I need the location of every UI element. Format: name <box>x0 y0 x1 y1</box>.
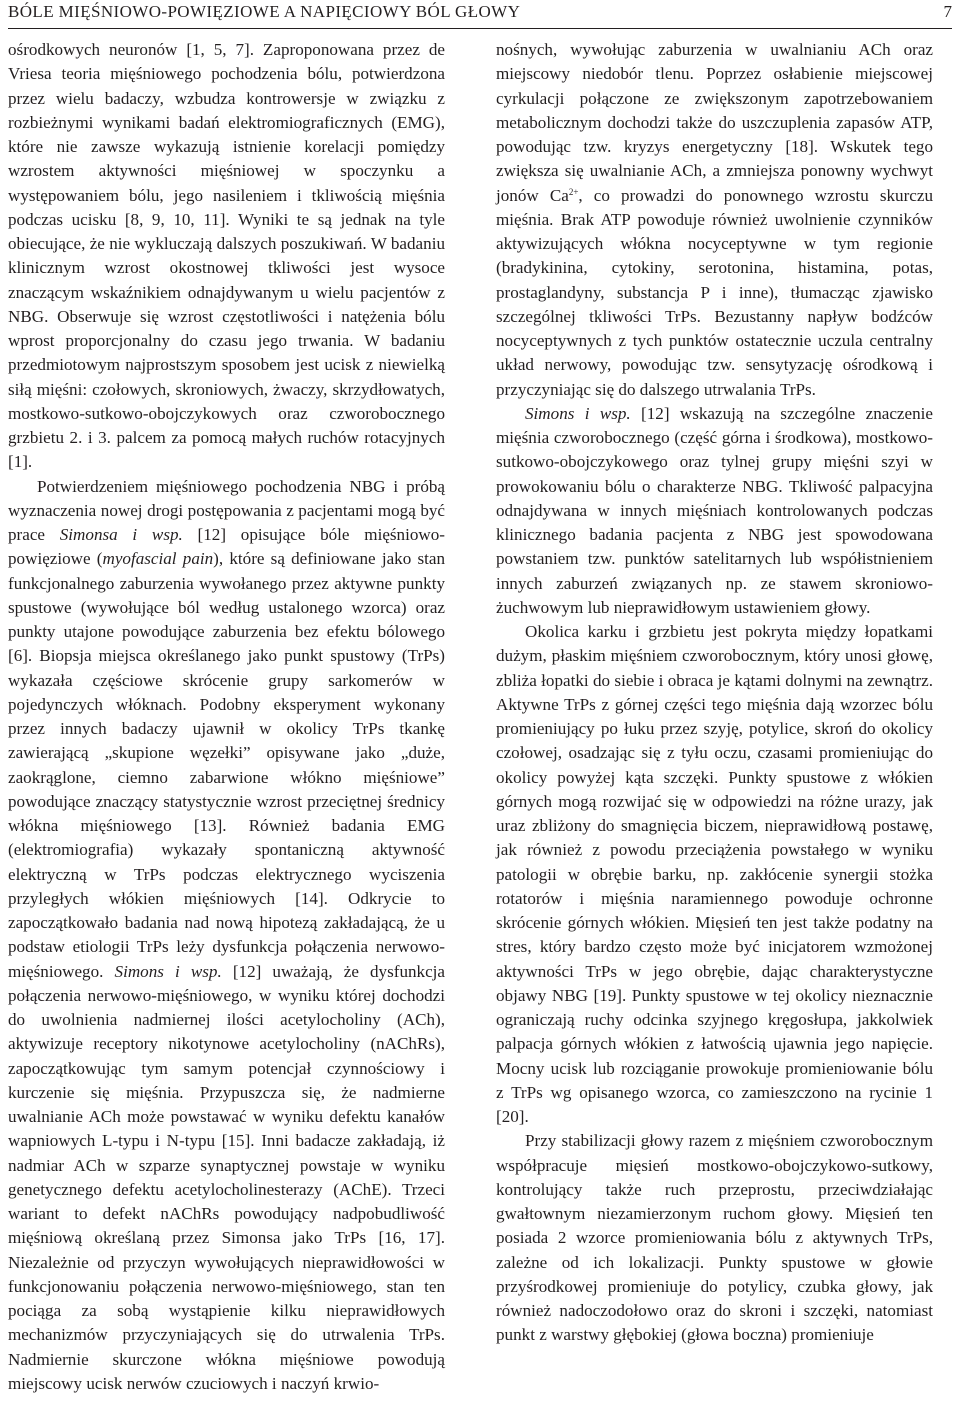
citation-authors: Simons i wsp. <box>525 403 631 423</box>
paragraph <box>496 402 933 620</box>
paragraph-text: Potwierdzeniem mięśniowego pochodzenia NBG i próbą wyznaczenia nowej drogi postępowania z pacjentami mogą być prace <box>8 476 445 544</box>
page-number: 7 <box>943 2 952 21</box>
left-column <box>8 38 445 1396</box>
right-column <box>496 38 933 1348</box>
term-italic: myofascial pain <box>102 549 214 569</box>
paragraph-text: ośrodkowych neuronów [1, 5, 7]. Zaproponowana przez de Vriesa teoria mięśniowego pochodzenia bólu, potwierdzona przez wielu badaczy, wzbudza kontrowersje w związku z rozbieżnymi wynikami badań elektromiograficznych (EMG), które nie zawsze wykazują istnienie korelacji pomiędzy wzrostem aktywności mięśniowej w spoczynku a występowaniem bólu, jego nasileniem i tkliwością mięśnia podczas ucisku [8, 9, 10, 11]. Wyniki te są jednak na tyle obiecujące, że nie wykluczają dalszych poszukiwań. W badaniu klinicznym wzrost okostnowej tkliwości jest wysoce znaczącym wskaźnikiem odnajdywanym u wielu pacjentów z NBG. Obserwuje się wzrost częstotliwości i natężenia bólu wprost proporcjonalny do czasu jego trwania. W badaniu przedmiotowym najprostszym sposobem jest ucisk z niewielką siłą mięśni: czołowych, skroniowych, żwaczy, skrzydłowatych, mostkowo-sutkowo-obojczykowych oraz czworobocznego grzbietu 2. i 3. palcem za pomocą małych ruchów rotacyjnych [1]. <box>8 40 445 472</box>
citation-authors: Simons i wsp. <box>114 961 222 981</box>
paragraph-text: nośnych, wywołując zaburzenia w uwalnianiu ACh oraz miejscowy niedobór tlenu. Poprzez osłabienie miejscowej cyrkulacji połączone ze zwiększonym zapotrzebowaniem metabolicznym dochodzi także do uszczuplenia zapasów ATP, powodując tzw. kryzys energetyczny [18]. Wskutek tego zwiększa się uwalnianie ACh, a zmniejsza ponowny wychwyt jonów Ca <box>496 40 933 205</box>
running-header <box>8 0 952 29</box>
citation-authors: Simonsa i wsp. <box>59 525 183 544</box>
paragraph <box>8 475 445 1397</box>
paragraph <box>496 620 933 1129</box>
paragraph-text: [12] opisujące bóle mięśniowo-powięziowe ( <box>8 525 445 569</box>
paragraph-text: Przy stabilizacji głowy razem z mięśniem czworobocznym współpracuje mięsień mostkowo-obojczykowo-sutkowy, kontrolujący także ruch przeprostu, przeciwdziałając gwałtownym niezamierzonym ruchom głowy. Mięsień ten posiada 2 wzorce promieniowania bólu z aktywnych TrPs, zależne od ich lokalizacji. Punkty spustowe w głowie przyśrodkowej promieniuje do potylicy, czubka głowy, jak również nadoczodołowo oraz do skroni i szczęki, natomiast punkt z warstwy głębokiej (głowa boczna) promieniuje <box>496 1131 933 1345</box>
superscript-charge: 2+ <box>568 186 579 197</box>
paragraph-text: Okolica karku i grzbietu jest pokryta między łopatkami dużym, płaskim mięśniem czworobocznym, który unosi głowę, zbliża łopatki do siebie i obraca je kątami dolnymi na zewnątrz. Aktywne TrPs z górnej części tego mięśnia dają wzorzec bólu promieniujący po łuku przez szyję, potylice, skroń do okolicy czołowej, osadzając się z tyłu oczu, czasami promieniując do okolicy powyżej kąta szczęki. Punkty spustowe z włókien górnych mogą rozwijać się w odpowiedzi na różne urazy, jak uraz zbliżony do smagnięcia biczem, nieprawidłową postawę, jak również z powodu przeciążenia powstałego w wyniku patologii w obrębie barku, np. zakłócenie synergii stożka rotatorów i mięśnia naramiennego powoduje ochronne skrócenie górnych włókien. Mięsień ten jest także podatny na stres, który bardzo często może być inicjatorem wzmożonej aktywności TrPs w jego obrębie, dając charakterystyczne objawy NBG [19]. Punkty spustowe w tej okolicy nieznacznie ograniczają ruchy odcinka szyjnego kręgosłupa, jakkolwiek palpacja górnych włókien z łatwością ujawnia jego napięcie. Mocny ucisk lub rozciąganie prowokuje promieniowanie bólu z TrPs wg opisanego wzorca, co zamieszczono na rycinie 1 [20]. <box>496 622 933 1126</box>
paragraph <box>496 38 933 402</box>
paragraph-text: ), które są definiowane jako stan funkcjonalnego zaburzenia wywołanego przez aktywne punkty spustowe (wywołujące ból według ustalonego wzorca) oraz punkty utajone powodujące zaburzenia bez efektu bólowego [6]. Biopsja miejsca określanego jako punkt spustowy (TrPs) wykazała częściowe skrócenie grupy sarkomerów w pojedynczych włóknach. Podobny eksperyment wykonany przez innych badaczy ujawnił w okolicy TrPs tkankę zawierającą „skupione węzełki” opisywane jako „duże, zaokrąglone, ciemno zabarwione włókno mięśniowe” powodujące znaczący statystycznie wzrost przeciętnej średnicy włókna mięśniowego [13]. Również badania EMG (elektromiografia) wykazały spontaniczną aktywność elektryczną w TrPs podczas elektrycznego wyciszenia przyległych włókien mięśniowych [14]. Odkrycie to zapoczątkowało badania nad nową hipotezą zakładającą, że u podstaw etiologii TrPs leży dysfunkcja połączenia nerwowo-mięśniowego. <box>8 549 445 981</box>
paragraph-text: , co prowadzi do ponownego wzrostu skurczu mięśnia. Brak ATP powoduje również uwolnienie czynników aktywizujących włókna nocyceptywne w tym regionie (bradykinina, cytokiny, serotonina, histamina, potas, prostaglandyny, substancja P i inne), tłumacząc zjawisko szczególnej tkliwości TrPs. Bezustanny napływ bodźców nocyceptywnych z tych punktów ostatecznie uczula centralny układ nerwowy, powodując tzw. sensytyzację ośrodkową i przyczyniając się do dalszego utrwalania TrPs. <box>496 185 934 399</box>
paragraph-text: [12] uważają, że dysfunkcja połączenia nerwowo-mięśniowego, w wyniku której dochodzi do uwolnienia nadmiernej ilości acetylocholiny (ACh), aktywizuje receptory nikotynowe acetylocholiny (nAChRs), zapoczątkowując tym samym potencjał czynnościowy i kurczenie się mięśnia. Przypuszcza się, że nadmierne uwalnianie ACh może powstawać w wyniku defektu kanałów wapniowych L-typu i N-typu [15]. Inni badacze zakładają, iż nadmiar ACh w szparze synaptycznej powstaje w wyniku genetycznego defektu acetylocholinesterazy (AChE). Trzeci wariant to defekt nAChRs powodujący nadpobudliwość mięśniową określaną przez Simonsa jako TrPs [16, 17]. Niezależnie od przyczyn wywołujących nieprawidłowości w funkcjonowaniu połączenia nerwowo-mięśniowego, stan ten pociąga za sobą wystąpienie kilku nieprawidłowych mechanizmów przyczyniających się do utrwalenia TrPs. Nadmiernie skurczone włókna mięśniowe powodują miejscowy ucisk nerwów czuciowych i naczyń krwio- <box>8 961 446 1393</box>
paragraph <box>8 38 445 475</box>
paragraph-text: [12] wskazują na szczególne znaczenie mięśnia czworobocznego (część górna i środkowa), mostkowo-sutkowo-obojczykowego oraz tylnej grupy mięśni szyi w prowokowaniu bólu o charakterze NBG. Tkliwość palpacyjna odnajdywana w innych mięśniach kontrolowanych podczas klinicznego badania pacjenta z NBG jest spowodowana powstaniem tzw. punktów satelitarnych lub współistnieniem innych zaburzeń związanych np. ze stawem skroniowo-żuchwowym lub nieprawidłowym ustawieniem głowy. <box>496 403 933 617</box>
paragraph <box>496 1129 933 1347</box>
running-title: BÓLE MIĘŚNIOWO-POWIĘZIOWE A NAPIĘCIOWY BÓL GŁOWY <box>8 2 521 21</box>
